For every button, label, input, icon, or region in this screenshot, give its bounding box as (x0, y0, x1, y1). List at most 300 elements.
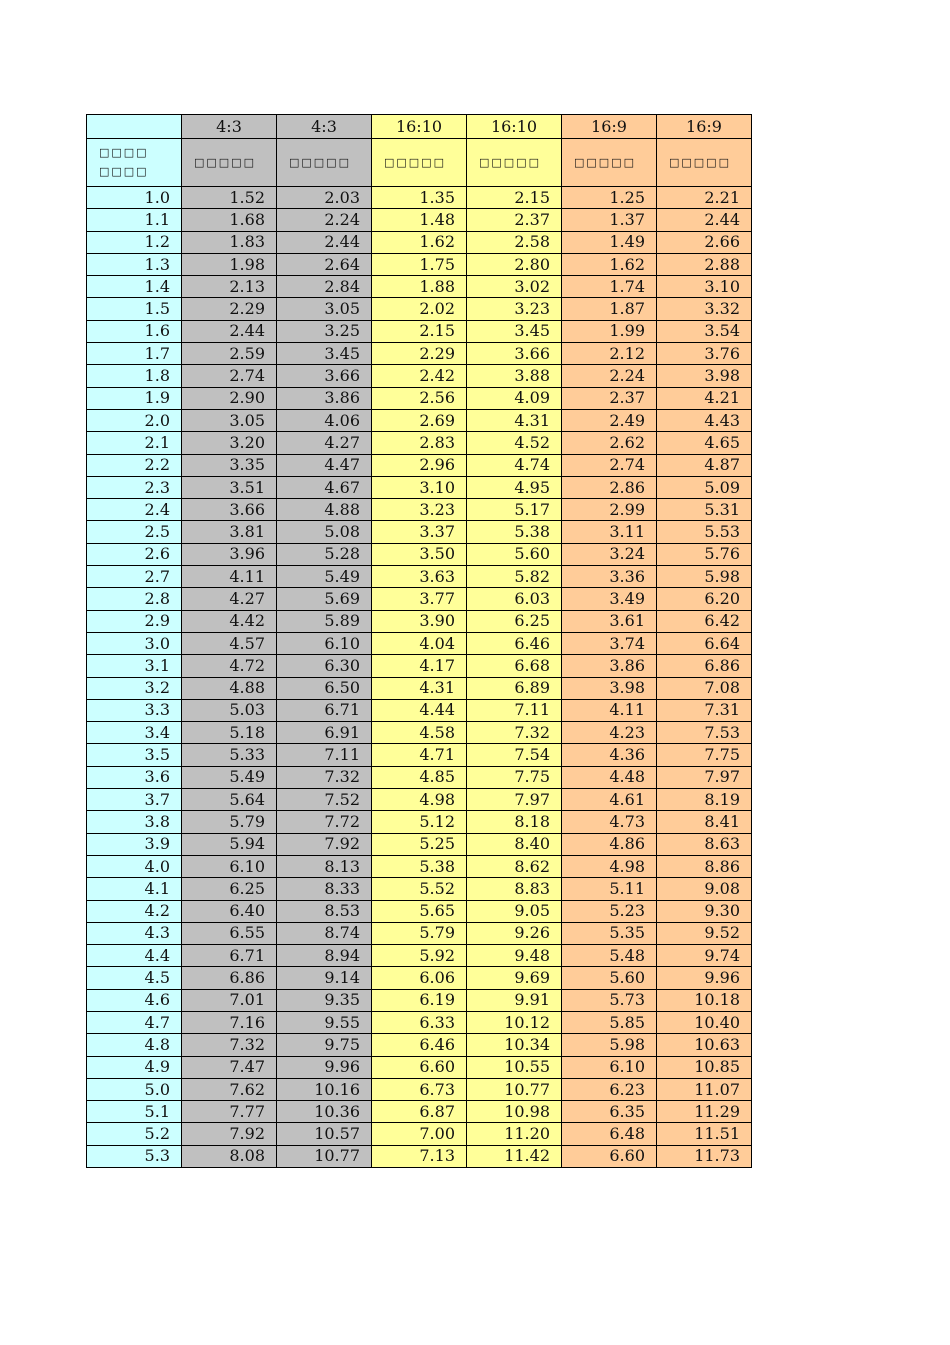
table-cell: 2.21 (657, 187, 752, 209)
row-label-cell: 2.1 (87, 432, 182, 454)
table-cell: 4.88 (182, 677, 277, 699)
table-cell: 5.28 (277, 543, 372, 565)
table-cell: 2.64 (277, 253, 372, 275)
table-row (87, 1056, 752, 1078)
table-row (87, 722, 752, 744)
aspect-ratio-header-row (87, 115, 752, 139)
table-cell: 3.51 (182, 476, 277, 498)
table-cell: 2.37 (467, 209, 562, 231)
table-cell: □□□□□ (562, 139, 657, 187)
row-label-cell: 4.8 (87, 1034, 182, 1056)
row-label-cell: 4.0 (87, 855, 182, 877)
table-cell: 4.86 (562, 833, 657, 855)
row-label-cell: 4.5 (87, 967, 182, 989)
table-row (87, 1078, 752, 1100)
row-label-cell: 1.2 (87, 231, 182, 253)
row-label-cell: 5.1 (87, 1101, 182, 1123)
table-row (87, 945, 752, 967)
table-cell: 2.62 (562, 432, 657, 454)
table-cell: 7.16 (182, 1011, 277, 1033)
table-cell: □□□□□ (657, 139, 752, 187)
table-row (87, 320, 752, 342)
table-cell: 1.25 (562, 187, 657, 209)
row-label-cell: 4.2 (87, 900, 182, 922)
row-label-cell: 2.6 (87, 543, 182, 565)
table-row (87, 766, 752, 788)
row-label-cell: 5.0 (87, 1078, 182, 1100)
table-cell: 9.91 (467, 989, 562, 1011)
row-label-cell: 1.8 (87, 365, 182, 387)
table-cell: 2.42 (372, 365, 467, 387)
table-cell: 6.23 (562, 1078, 657, 1100)
table-cell: 5.38 (467, 521, 562, 543)
table-cell: 2.59 (182, 343, 277, 365)
table-cell: 1.37 (562, 209, 657, 231)
table-row (87, 253, 752, 275)
table-cell: 2.88 (657, 253, 752, 275)
table-row (87, 231, 752, 253)
table-cell: 6.68 (467, 655, 562, 677)
table-cell: 4:3 (277, 115, 372, 139)
table-cell: 6.60 (372, 1056, 467, 1078)
table-cell: 8.41 (657, 811, 752, 833)
table-cell: 3.49 (562, 588, 657, 610)
table-row (87, 900, 752, 922)
table-cell: 5.73 (562, 989, 657, 1011)
table-cell: 10.77 (467, 1078, 562, 1100)
table-cell: 8.83 (467, 878, 562, 900)
table-cell: 1.35 (372, 187, 467, 209)
table-cell: □□□□□ (467, 139, 562, 187)
table-cell: 6.03 (467, 588, 562, 610)
row-label-cell: 3.8 (87, 811, 182, 833)
table-cell: 5.08 (277, 521, 372, 543)
table-cell: 5.25 (372, 833, 467, 855)
table-row (87, 1011, 752, 1033)
row-label-cell: 1.3 (87, 253, 182, 275)
row-label-cell: 3.5 (87, 744, 182, 766)
table-cell: 2.44 (182, 320, 277, 342)
table-cell: 2.74 (182, 365, 277, 387)
table-cell: 6.86 (182, 967, 277, 989)
table-cell: 1.88 (372, 276, 467, 298)
table-cell: 6.20 (657, 588, 752, 610)
table-cell: 2.24 (562, 365, 657, 387)
table-row (87, 276, 752, 298)
table-cell: 10.98 (467, 1101, 562, 1123)
table-cell: 5.98 (562, 1034, 657, 1056)
table-cell: 6.35 (562, 1101, 657, 1123)
table-cell: 3.96 (182, 543, 277, 565)
table-cell: 2.99 (562, 499, 657, 521)
table-cell: 6.30 (277, 655, 372, 677)
table-cell: 4.74 (467, 454, 562, 476)
row-label-cell (87, 115, 182, 139)
table-cell: 2.74 (562, 454, 657, 476)
table-row (87, 588, 752, 610)
table-cell: 10.77 (277, 1145, 372, 1167)
table-row (87, 209, 752, 231)
table-cell: 3.10 (657, 276, 752, 298)
table-cell: 4.11 (182, 566, 277, 588)
table-cell: 9.30 (657, 900, 752, 922)
table-row (87, 989, 752, 1011)
table-cell: 3.32 (657, 298, 752, 320)
table-cell: 2.80 (467, 253, 562, 275)
table-cell: 7.52 (277, 789, 372, 811)
table-cell: 3.98 (562, 677, 657, 699)
table-cell: 7.11 (467, 699, 562, 721)
table-cell: 2.90 (182, 387, 277, 409)
row-label-cell: 1.4 (87, 276, 182, 298)
table-cell: 5.79 (372, 922, 467, 944)
table-cell: 6.55 (182, 922, 277, 944)
table-cell: 10.57 (277, 1123, 372, 1145)
table-cell: 2.12 (562, 343, 657, 365)
table-cell: 2.56 (372, 387, 467, 409)
table-cell: 10.85 (657, 1056, 752, 1078)
table-cell: 4.48 (562, 766, 657, 788)
table-row (87, 476, 752, 498)
table-cell: 6.25 (182, 878, 277, 900)
table-cell: 9.74 (657, 945, 752, 967)
table-cell: 7.62 (182, 1078, 277, 1100)
table-cell: 5.79 (182, 811, 277, 833)
table-cell: 5.82 (467, 566, 562, 588)
table-cell: 9.52 (657, 922, 752, 944)
table-row (87, 878, 752, 900)
row-label-cell: 3.7 (87, 789, 182, 811)
table-cell: 8.18 (467, 811, 562, 833)
row-label-cell: 2.5 (87, 521, 182, 543)
table-row (87, 454, 752, 476)
table-cell: 7.32 (467, 722, 562, 744)
table-cell: 6.10 (277, 632, 372, 654)
table-cell: 5.49 (277, 566, 372, 588)
table-cell: 6.71 (182, 945, 277, 967)
table-cell: 8.08 (182, 1145, 277, 1167)
table-cell: 9.26 (467, 922, 562, 944)
table-cell: □□□□□ (277, 139, 372, 187)
table-cell: 11.73 (657, 1145, 752, 1167)
table-cell: 5.65 (372, 900, 467, 922)
table-row (87, 298, 752, 320)
table-cell: 8.33 (277, 878, 372, 900)
table-cell: 4.27 (277, 432, 372, 454)
table-cell: 5.11 (562, 878, 657, 900)
table-cell: □□□□□ (182, 139, 277, 187)
table-cell: 1.74 (562, 276, 657, 298)
table-cell: 3.66 (277, 365, 372, 387)
table-cell: 9.48 (467, 945, 562, 967)
row-label-cell: 4.6 (87, 989, 182, 1011)
table-cell: 6.25 (467, 610, 562, 632)
table-cell: 1.75 (372, 253, 467, 275)
table-row (87, 677, 752, 699)
table-row (87, 833, 752, 855)
table-cell: 9.08 (657, 878, 752, 900)
table-cell: 10.36 (277, 1101, 372, 1123)
row-label-cell: 2.9 (87, 610, 182, 632)
table-cell: 8.86 (657, 855, 752, 877)
table-cell: 10.16 (277, 1078, 372, 1100)
table-cell: 2.24 (277, 209, 372, 231)
table-cell: 6.86 (657, 655, 752, 677)
table-cell: 4.09 (467, 387, 562, 409)
table-row (87, 521, 752, 543)
table-row (87, 365, 752, 387)
row-label-cell: 3.3 (87, 699, 182, 721)
table-cell: 4.98 (562, 855, 657, 877)
table-cell: 6.48 (562, 1123, 657, 1145)
table-cell: 7.31 (657, 699, 752, 721)
table-cell: 2.15 (372, 320, 467, 342)
row-label-cell: 5.2 (87, 1123, 182, 1145)
table-cell: 6.50 (277, 677, 372, 699)
table-cell: 9.69 (467, 967, 562, 989)
table-cell: 5.18 (182, 722, 277, 744)
table-cell: 7.32 (277, 766, 372, 788)
table-cell: 3.23 (467, 298, 562, 320)
table-cell: 3.76 (657, 343, 752, 365)
table-cell: 2.15 (467, 187, 562, 209)
table-cell: 1.48 (372, 209, 467, 231)
table-cell: 8.62 (467, 855, 562, 877)
table-cell: 3.36 (562, 566, 657, 588)
table-cell: 4.71 (372, 744, 467, 766)
table-cell: 4.47 (277, 454, 372, 476)
row-label-cell: 1.1 (87, 209, 182, 231)
table-cell: 3.81 (182, 521, 277, 543)
table-cell: 7.00 (372, 1123, 467, 1145)
table-cell: 7.72 (277, 811, 372, 833)
projection-size-table (86, 114, 752, 1168)
table-cell: 9.05 (467, 900, 562, 922)
table-cell: 6.71 (277, 699, 372, 721)
table-cell: 6.64 (657, 632, 752, 654)
table-cell: 1.87 (562, 298, 657, 320)
table-cell: 10.40 (657, 1011, 752, 1033)
table-cell: 2.37 (562, 387, 657, 409)
table-cell: 6.06 (372, 967, 467, 989)
table-cell: 3.88 (467, 365, 562, 387)
table-cell: 6.33 (372, 1011, 467, 1033)
table-cell: 1.49 (562, 231, 657, 253)
table-cell: 6.46 (467, 632, 562, 654)
table-cell: 7.53 (657, 722, 752, 744)
table-cell: 8.94 (277, 945, 372, 967)
table-body (87, 115, 752, 1168)
row-label-cell: 4.1 (87, 878, 182, 900)
row-label-cell: 1.5 (87, 298, 182, 320)
table-cell: 6.40 (182, 900, 277, 922)
table-cell: 5.23 (562, 900, 657, 922)
table-cell: 3.23 (372, 499, 467, 521)
table-cell: 7.32 (182, 1034, 277, 1056)
table-cell: 4.87 (657, 454, 752, 476)
table-cell: 2.58 (467, 231, 562, 253)
table-cell: 16:9 (562, 115, 657, 139)
table-cell: 5.38 (372, 855, 467, 877)
table-cell: 7.75 (467, 766, 562, 788)
table-cell: 2.49 (562, 409, 657, 431)
table-cell: 3.11 (562, 521, 657, 543)
table-cell: 4.67 (277, 476, 372, 498)
table-cell: 3.24 (562, 543, 657, 565)
table-cell: 5.52 (372, 878, 467, 900)
table-row (87, 744, 752, 766)
table-cell: 16:9 (657, 115, 752, 139)
table-cell: 2.44 (657, 209, 752, 231)
table-cell: 3.74 (562, 632, 657, 654)
table-cell: 5.76 (657, 543, 752, 565)
table-cell: 11.20 (467, 1123, 562, 1145)
table-cell: 4.11 (562, 699, 657, 721)
table-cell: 5.94 (182, 833, 277, 855)
table-cell: 3.10 (372, 476, 467, 498)
table-cell: 5.17 (467, 499, 562, 521)
table-cell: 4.17 (372, 655, 467, 677)
table-cell: 5.03 (182, 699, 277, 721)
table-cell: 3.05 (277, 298, 372, 320)
table-cell: 4:3 (182, 115, 277, 139)
table-cell: 1.62 (372, 231, 467, 253)
row-label-cell: 2.3 (87, 476, 182, 498)
table-cell: 9.35 (277, 989, 372, 1011)
table-cell: 3.66 (182, 499, 277, 521)
table-cell: 4.04 (372, 632, 467, 654)
table-cell: 6.91 (277, 722, 372, 744)
table-cell: 5.60 (467, 543, 562, 565)
table-row (87, 387, 752, 409)
table-cell: 4.43 (657, 409, 752, 431)
table-cell: 4.73 (562, 811, 657, 833)
table-cell: 9.96 (277, 1056, 372, 1078)
table-cell: 5.69 (277, 588, 372, 610)
table-cell: 3.20 (182, 432, 277, 454)
table-cell: 2.86 (562, 476, 657, 498)
table-cell: 2.29 (372, 343, 467, 365)
table-cell: 6.10 (562, 1056, 657, 1078)
table-cell: 4.65 (657, 432, 752, 454)
table-cell: 11.42 (467, 1145, 562, 1167)
table-cell: 8.19 (657, 789, 752, 811)
table-cell: 2.84 (277, 276, 372, 298)
row-label-cell: 4.4 (87, 945, 182, 967)
table-cell: 6.87 (372, 1101, 467, 1123)
table-cell: 11.51 (657, 1123, 752, 1145)
table-cell: 6.73 (372, 1078, 467, 1100)
row-label-cell: 3.4 (87, 722, 182, 744)
table-cell: 6.10 (182, 855, 277, 877)
table-cell: 3.86 (562, 655, 657, 677)
table-cell: 5.64 (182, 789, 277, 811)
row-label-cell: 2.7 (87, 566, 182, 588)
table-cell: 3.54 (657, 320, 752, 342)
table-cell: 5.98 (657, 566, 752, 588)
table-cell: 8.40 (467, 833, 562, 855)
table-cell: 8.53 (277, 900, 372, 922)
table-cell: 2.69 (372, 409, 467, 431)
table-cell: 7.11 (277, 744, 372, 766)
table-cell: 7.97 (467, 789, 562, 811)
table-cell: 5.35 (562, 922, 657, 944)
row-label-cell: 2.0 (87, 409, 182, 431)
table-cell: 4.95 (467, 476, 562, 498)
table-row (87, 1145, 752, 1167)
table-cell: 4.27 (182, 588, 277, 610)
table-row (87, 632, 752, 654)
row-label-cell: 1.7 (87, 343, 182, 365)
table-cell: 4.31 (467, 409, 562, 431)
table-cell: 4.58 (372, 722, 467, 744)
table-cell: 6.19 (372, 989, 467, 1011)
row-label-cell: 3.0 (87, 632, 182, 654)
table-cell: 6.42 (657, 610, 752, 632)
table-cell: 4.61 (562, 789, 657, 811)
table-cell: 4.42 (182, 610, 277, 632)
table-cell: 2.29 (182, 298, 277, 320)
table-cell: 4.21 (657, 387, 752, 409)
table-row (87, 566, 752, 588)
table-row (87, 499, 752, 521)
table-cell: 8.74 (277, 922, 372, 944)
table-cell: 3.66 (467, 343, 562, 365)
table-cell: 9.75 (277, 1034, 372, 1056)
table-cell: 3.63 (372, 566, 467, 588)
table-cell: 3.25 (277, 320, 372, 342)
table-cell: 6.60 (562, 1145, 657, 1167)
table-cell: 16:10 (467, 115, 562, 139)
table-cell: 5.60 (562, 967, 657, 989)
table-cell: 2.44 (277, 231, 372, 253)
table-row (87, 610, 752, 632)
table-cell: 10.18 (657, 989, 752, 1011)
table-cell: 3.37 (372, 521, 467, 543)
table-cell: 4.52 (467, 432, 562, 454)
table-cell: 4.23 (562, 722, 657, 744)
table-row (87, 343, 752, 365)
table-cell: 7.77 (182, 1101, 277, 1123)
table-cell: 4.36 (562, 744, 657, 766)
table-cell: 5.92 (372, 945, 467, 967)
table-cell: 7.54 (467, 744, 562, 766)
row-label-cell: 3.2 (87, 677, 182, 699)
table-row (87, 187, 752, 209)
table-cell: 4.44 (372, 699, 467, 721)
table-cell: 7.13 (372, 1145, 467, 1167)
table-cell: 7.01 (182, 989, 277, 1011)
table-cell: 5.53 (657, 521, 752, 543)
table-cell: 9.14 (277, 967, 372, 989)
table-cell: 11.29 (657, 1101, 752, 1123)
table-cell: 10.63 (657, 1034, 752, 1056)
table-cell: 4.98 (372, 789, 467, 811)
table-cell: 9.55 (277, 1011, 372, 1033)
row-label-cell: 3.9 (87, 833, 182, 855)
table-cell: 7.47 (182, 1056, 277, 1078)
table-row (87, 789, 752, 811)
row-label-cell: 3.6 (87, 766, 182, 788)
table-cell: 3.77 (372, 588, 467, 610)
table-cell: 6.46 (372, 1034, 467, 1056)
table-cell: 3.50 (372, 543, 467, 565)
table-row (87, 1123, 752, 1145)
table-cell: 5.48 (562, 945, 657, 967)
table-cell: 4.85 (372, 766, 467, 788)
row-label-cell: □□□□ □□□□ (87, 139, 182, 187)
table-cell: 3.90 (372, 610, 467, 632)
